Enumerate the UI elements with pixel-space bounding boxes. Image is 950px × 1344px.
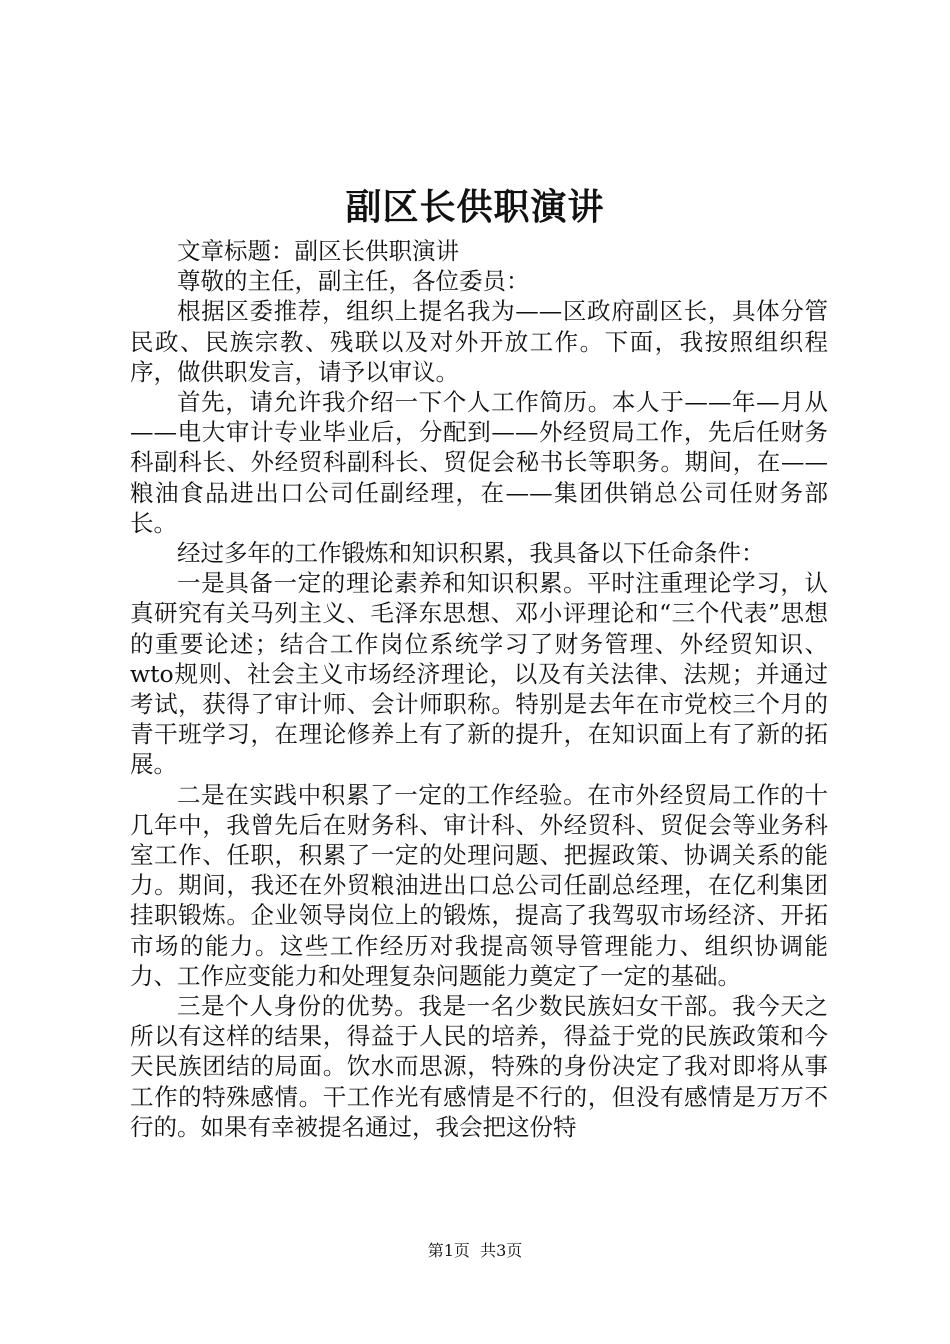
- paragraph-condition-one: 一是具备一定的理论素养和知识积累。平时注重理论学习，认真研究有关马列主义、毛泽东思想、邓小评理论和“三个代表”思想的重要论述；结合工作岗位系统学习了财务管理、外经贸知识、wto规则、社会主义市场经济理论，以及有关法律、法规；并通过考试，获得了审计师、会计师职称。特别是去年在市党校三个月的青干班学习，在理论修养上有了新的提升，在知识面上有了新的拓展。: [130, 569, 828, 779]
- paragraph-article-title: 文章标题：副区长供职演讲: [177, 237, 459, 265]
- paragraph-salutation: 尊敬的主任，副主任，各位委员：: [177, 267, 530, 296]
- page-footer: [0, 1240, 950, 1262]
- footer-spacer: [470, 1241, 480, 1260]
- paragraph-condition-two: 二是在实践中积累了一定的工作经验。在市外经贸局工作的十几年中，我曾先后在财务科、审计科、外经贸科、贸促会等业务科室工作、任职，积累了一定的处理问题、把握政策、协调关系的能力。期间，我还在外贸粮油进出口总公司任副总经理，在亿利集团挂职锻炼。企业领导岗位上的锻炼，提高了我驾驭市场经济、开拓市场的能力。这些工作经历对我提高领导管理能力、组织协调能力、工作应变能力和处理复杂问题能力奠定了一定的基础。: [130, 780, 828, 990]
- paragraph-nomination: 根据区委推荐，组织上提名我为——区政府副区长，具体分管民政、民族宗教、残联以及对外开放工作。下面，我按照组织程序，做供职发言，请予以审议。: [130, 297, 828, 386]
- paragraph-condition-three: 三是个人身份的优势。我是一名少数民族妇女干部。我今天之所以有这样的结果，得益于人民的培养，得益于党的民族政策和今天民族团结的局面。饮水而思源，特殊的身份决定了我对即将从事工作的特殊感情。干工作光有感情是不行的，但没有感情是万万不行的。如果有幸被提名通过，我会把这份特: [130, 992, 828, 1141]
- paragraph-conditions-intro: 经过多年的工作锻炼和知识积累，我具备以下任命条件：: [177, 539, 765, 568]
- document-title: 副区长供职演讲: [345, 187, 605, 228]
- page-number-current: 第1页: [427, 1241, 470, 1260]
- paragraph-resume: 首先，请允许我介绍一下个人工作简历。本人于——年—月从——电大审计专业毕业后，分配到——外经贸局工作，先后任财务科副科长、外经贸科副科长、贸促会秘书长等职务。期间，在——粮油食品进出口公司任副经理，在——集团供销总公司任财务部长。: [130, 388, 828, 537]
- document-body: [130, 236, 828, 1142]
- page-number-total: 共3页: [480, 1241, 523, 1260]
